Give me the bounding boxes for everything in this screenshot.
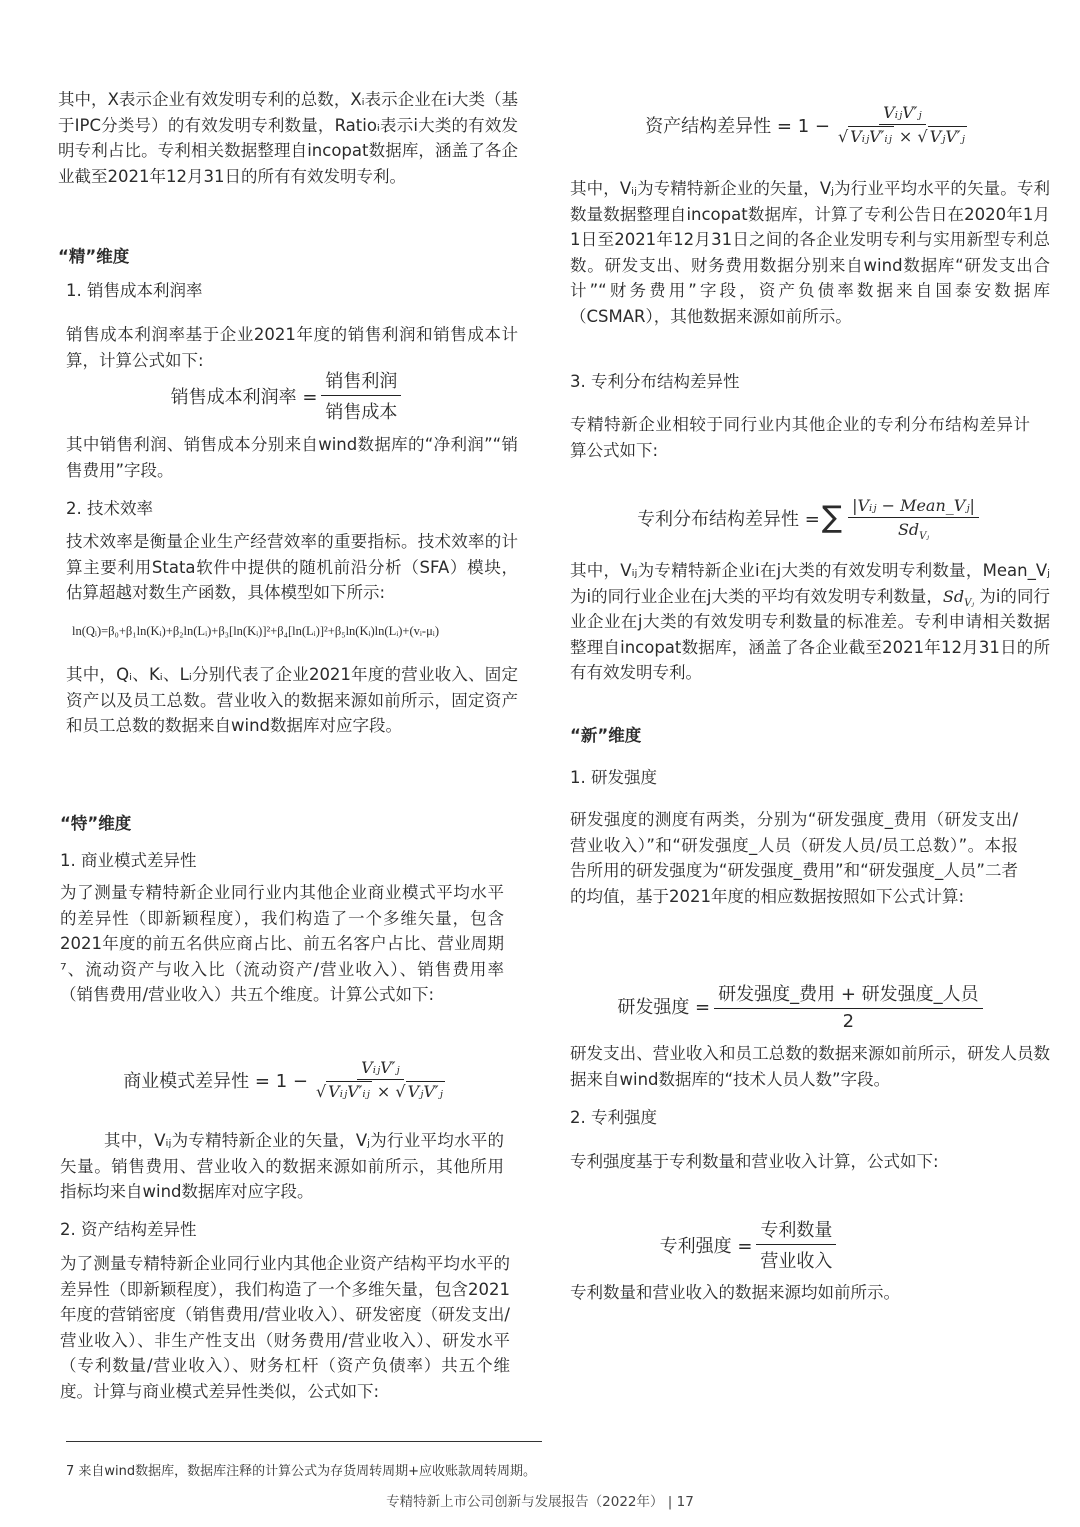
- sfa-equation: ln(Qᵢ)=β₀+β₁ln(Kᵢ)+β₂ln(Lᵢ)+β₃[ln(Kᵢ)]²+β₄[ln(Lᵢ)]²+β₅ln(Kᵢ)ln(Lᵢ)+(vᵢ-μᵢ): [72, 624, 439, 638]
- formula-label: 资产结构差异性 = 1 −: [645, 115, 830, 137]
- sd-inline-subscript: Vⱼ: [964, 597, 974, 609]
- formula-label: 专利强度 =: [659, 1235, 753, 1257]
- sd-inline-symbol: Sd: [942, 586, 965, 606]
- formula-fraction: [848, 496, 979, 543]
- item5-note-part-b: 为i的同行业企业在j大类的有效发明专利数量的标准差。专利申请相关数据整理自incopat数据库，涵盖了各企业截至2021年12月31日的所有有效发明专利。: [570, 586, 1050, 682]
- formula-numerator: |Vᵢⱼ − Mean_Vⱼ|: [848, 496, 979, 518]
- page-footer: 专精特新上市公司创新与发展报告（2022年） | 17: [386, 1494, 694, 1510]
- intro-paragraph: 其中，X表示企业有效发明专利的总数，Xᵢ表示企业在i大类（基于IPC分类号）的有效发明专利数量，Ratioᵢ表示i大类的有效发明专利占比。专利相关数据整理自incopat数据库，涵盖了各企业截至2021年12月31日的所有有效发明专利。: [58, 90, 518, 186]
- formula-denominator: √ VᵢⱼV′ᵢⱼ × √ VⱼV′ⱼ: [837, 127, 965, 146]
- formula-denominator: √ VᵢⱼV′ᵢⱼ × √ VⱼV′ⱼ: [315, 1082, 443, 1101]
- te-heading: “特”维度: [60, 814, 132, 833]
- item3-note: 其中，Vᵢⱼ为专精特新企业的矢量，Vⱼ为行业平均水平的矢量。销售费用、营业收入的数据来源如前所示，其他所用指标均来自wind数据库对应字段。: [60, 1131, 504, 1201]
- item4-title: 2. 资产结构差异性: [60, 1220, 197, 1239]
- item5-note: [570, 558, 1050, 686]
- item7-title: 2. 专利强度: [570, 1108, 657, 1127]
- formula-fraction: [312, 1058, 449, 1101]
- formula-label: 商业模式差异性 = 1 −: [123, 1070, 308, 1092]
- item2-note: 其中，Qᵢ、Kᵢ、Lᵢ分别代表了企业2021年度的营业收入、固定资产以及员工总数。营业收入的数据来源如前所示，固定资产和员工总数的数据来自wind数据库对应字段。: [66, 665, 518, 735]
- item1-desc: 销售成本利润率基于企业2021年度的销售利润和销售成本计算，计算公式如下:: [66, 325, 518, 370]
- item4-desc: 为了测量专精特新企业同行业内其他企业资产结构平均水平的差异性（即新颖程度），我们构造了一个多维矢量，包含2021年度的营销密度（销售费用/营业收入）、研发密度（研发支出/营业收入）、非生产性支出（财务费用/营业收入）、研发水平（专利数量/营业收入）、财务杠杆（资产负债率）共五个维度。计算与商业模式差异性类似，公式如下:: [60, 1254, 510, 1401]
- sd-subscript: Vⱼ: [919, 531, 930, 543]
- item3-title: 1. 商业模式差异性: [60, 851, 197, 870]
- formula-label: 销售成本利润率 =: [170, 386, 318, 408]
- formula-label: 研发强度 =: [617, 997, 711, 1018]
- formula-denominator: 2: [842, 1011, 855, 1032]
- radicand-b: VⱼV′ⱼ: [929, 127, 965, 146]
- item5-desc: 专精特新企业相较于同行业内其他企业的专利分布结构差异计算公式如下:: [570, 415, 1030, 460]
- formula-fraction: [834, 103, 971, 146]
- formula-numerator: 研发强度_费用 + 研发强度_人员: [714, 980, 983, 1009]
- formula-denominator: 营业收入: [760, 1251, 833, 1272]
- formula-numerator: VᵢⱼV′ⱼ: [879, 103, 925, 125]
- formula-patent-intensity: [510, 1216, 990, 1273]
- formula-asset-structure: [570, 103, 1050, 146]
- item7-note: 专利数量和营业收入的数据来源均如前所示。: [570, 1283, 900, 1302]
- sd-symbol: Sd: [897, 520, 920, 539]
- radicand-a: VᵢⱼV′ᵢⱼ: [850, 127, 892, 146]
- item6-desc: 研发强度的测度有两类，分别为“研发强度_费用（研发支出/营业收入）”和“研发强度_人员（研发人员/员工总数）”。本报告所用的研发强度为“研发强度_费用”和“研发强度_人员”二者的均值，基于2021年度的相应数据按照如下公式计算:: [570, 810, 1018, 906]
- footnote: 7 来自wind数据库，数据库注释的计算公式为存货周转周期+应收账款周转周期。: [66, 1464, 537, 1479]
- radicand-a: VᵢⱼV′ᵢⱼ: [328, 1082, 370, 1101]
- formula-patent-distribution: [570, 496, 1050, 543]
- formula-denominator: 销售成本: [325, 402, 398, 423]
- item6-title: 1. 研发强度: [570, 768, 657, 787]
- jing-heading: “精”维度: [58, 247, 130, 266]
- item2-desc: 技术效率是衡量企业生产经营效率的重要指标。技术效率的计算主要利用Stata软件中提供的随机前沿分析（SFA）模块，估算超越对数生产函数，具体模型如下所示:: [66, 532, 518, 602]
- sum-symbol: ∑: [821, 500, 843, 535]
- formula-business-model: [58, 1058, 518, 1101]
- xin-heading: “新”维度: [570, 726, 642, 745]
- formula-numerator: VᵢⱼV′ⱼ: [357, 1058, 403, 1080]
- formula-rd-intensity: [562, 980, 1042, 1032]
- item5-title: 3. 专利分布结构差异性: [570, 372, 740, 391]
- item6-note: 研发支出、营业收入和员工总数的数据来源如前所示，研发人员数据来自wind数据库的“技术人员人数”字段。: [570, 1044, 1050, 1089]
- formula-fraction: [321, 367, 401, 424]
- sd-inline: [942, 586, 974, 609]
- formula-fraction: [714, 980, 983, 1032]
- asset-structure-note: 其中，Vᵢⱼ为专精特新企业的矢量，Vⱼ为行业平均水平的矢量。专利数量数据整理自incopat数据库，计算了专利公告日在2020年1月1日至2021年12月31日之间的各企业发明专利与实用新型专利总数。研发支出、财务费用数据分别来自wind数据库“研发支出合计”“财务费用”字段，资产负债率数据来自国泰安数据库（CSMAR），其他数据来源如前所示。: [570, 179, 1050, 326]
- item1-title: 1. 销售成本利润率: [66, 281, 203, 300]
- footnote-divider: [66, 1441, 542, 1442]
- formula-denominator: [894, 518, 933, 543]
- radicand-b: VⱼV′ⱼ: [407, 1082, 443, 1101]
- formula-numerator: 专利数量: [756, 1216, 836, 1245]
- formula-sales-cost-profit: [58, 367, 518, 424]
- formula-label: 专利分布结构差异性 =: [637, 508, 820, 530]
- item3-desc: 为了测量专精特新企业同行业内其他企业商业模式平均水平的差异性（即新颖程度），我们构造了一个多维矢量，包含2021年度的前五名供应商占比、前五名客户占比、营业周期⁷、流动资产与收入比（流动资产/营业收入）、销售费用率（销售费用/营业收入）共五个维度。计算公式如下:: [60, 883, 504, 1004]
- item1-note: 其中销售利润、销售成本分别来自wind数据库的“净利润”“销售费用”字段。: [66, 435, 518, 480]
- item5-note-part-a: 其中，Vᵢⱼ为专精特新企业i在j大类的有效发明专利数量，Mean_Vⱼ为i的同行业企业在j大类的平均有效发明专利数量，: [570, 561, 1050, 606]
- item7-desc: 专利强度基于专利数量和营业收入计算，公式如下:: [570, 1152, 939, 1171]
- item2-title: 2. 技术效率: [66, 499, 153, 518]
- formula-fraction: [756, 1216, 836, 1273]
- formula-numerator: 销售利润: [321, 367, 401, 396]
